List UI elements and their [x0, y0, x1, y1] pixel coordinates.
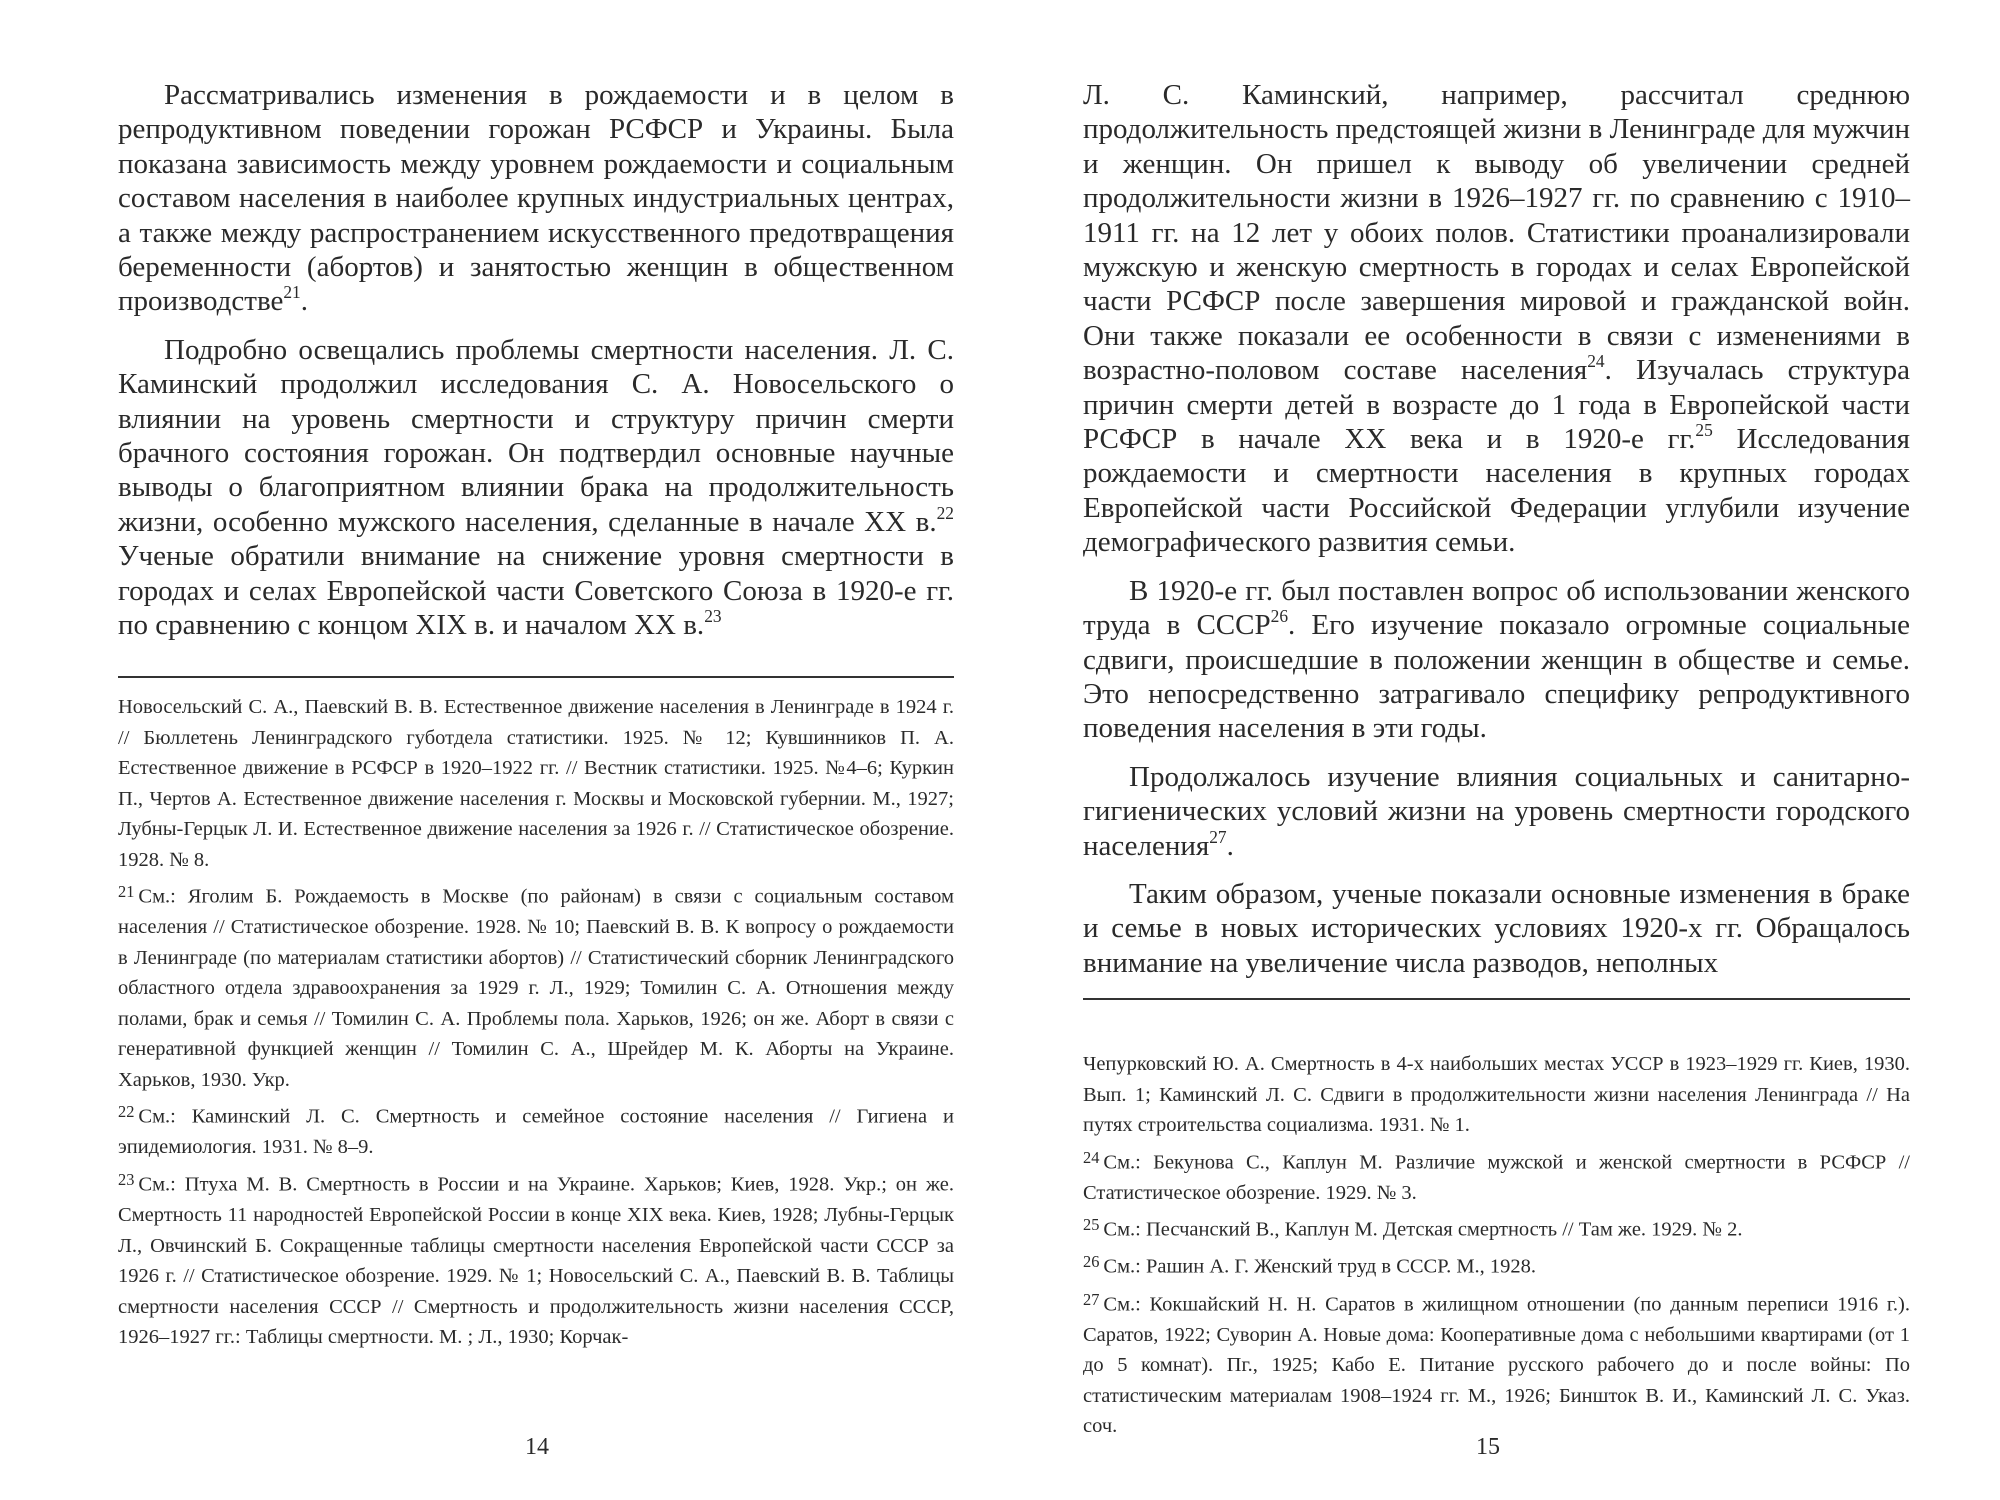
footnote-divider [118, 676, 954, 678]
footnote-text: Чепурковский Ю. А. Смертность в 4-х наибольших местах УССР в 1923–1929 гг. Киев, 1930. Вып. 1; Каминский Л. С. Сдвиги в продолжительности жизни населения Ленинграда // На путях строительства социализма. 1931. № 1. [1083, 1053, 1910, 1136]
page-number: 15 [1476, 1434, 1500, 1460]
footnote-text: См.: Каминский Л. С. Смертность и семейное состояние населения // Гигиена и эпидемиология. 1931. № 8–9. [118, 1105, 954, 1159]
paragraph [118, 333, 954, 643]
page-number: 14 [525, 1434, 549, 1460]
right-page [1000, 0, 2000, 1500]
footnote-number: 24 [1083, 1147, 1100, 1167]
paragraph-text: Исследования рождаемости и смертности населения в крупных городах Европейской части Российской Федерации углубили изучение демографического развития семьи. [1083, 423, 1910, 559]
paragraph-text: Таким образом, ученые показали основные изменения в браке и семье в новых исторических условиях 1920-х гг. Обращалось внимание на увеличение числа разводов, неполных [1083, 877, 1910, 979]
footnote-text: См.: Рашин А. Г. Женский труд в СССР. М., 1928. [1103, 1256, 1537, 1279]
footnote [1083, 1210, 1910, 1245]
footnote-text: См.: Бекунова С., Каплун М. Различие мужской и женской смертности в РСФСР // Статистическое обозрение. 1929. № 3. [1083, 1151, 1910, 1204]
footnote-number: 23 [118, 1169, 135, 1189]
paragraph-text: . [300, 285, 308, 318]
footnote [118, 1097, 954, 1163]
footnote [1083, 1285, 1910, 1442]
footnote-ref: 27 [1209, 826, 1227, 847]
paragraph [118, 78, 954, 319]
footnote [1083, 1049, 1910, 1141]
paragraph-text: Подробно освещались проблемы смертности населения. Л. С. Каминский продолжил исследования С. А. Новосельского о влиянии на уровень смертности и структуру причин смерти брачного состояния горожан. Он подтвердил основные научные выводы о благоприятном влиянии брака на продолжительность жизни, особенно мужского населения, сделанные в начале XX в. [118, 333, 954, 538]
main-text-block [118, 78, 954, 643]
footnote-text: См.: Кокшайский Н. Н. Саратов в жилищном отношении (по данным переписи 1916 г.). Саратов, 1922; Суворин А. Новые дома: Кооперативные дома с небольшими квартирами (от 1 до 5 комнат). Пг., 1925; Кабо Е. Питание русского рабочего до и после войны: По статистическим материалам 1908–1924 гг. М., 1926; Биншток В. И., Каминский Л. С. Указ. соч. [1083, 1293, 1910, 1438]
footnote-text: См.: Песчанский В., Каплун М. Детская смертность // Там же. 1929. № 2. [1103, 1218, 1743, 1241]
paragraph [1083, 877, 1910, 980]
footnote [118, 877, 954, 1095]
footnote-ref: 25 [1695, 419, 1713, 440]
footnote-divider [1083, 998, 1910, 1000]
paragraph-text: Ученые обратили внимание на снижение уровня смертности в городах и селах Европейской части Советского Союза в 1920-е гг. по сравнению с концом XIX в. и началом XX в. [118, 540, 954, 642]
footnote-ref: 22 [936, 502, 954, 523]
footnote [1083, 1143, 1910, 1209]
footnote-number: 21 [118, 882, 135, 901]
paragraph-text: Рассматривались изменения в рождаемости и в целом в репродуктивном поведении горожан РСФСР и Украины. Была показана зависимость между уровнем рождаемости и социальным составом населения в наиболее крупных индустриальных центрах, а также между распространением искусственного предотвращения беременности (абортов) и занятостью женщин в общественном производстве [118, 79, 954, 318]
footnote [1083, 1247, 1910, 1282]
main-text-block [1083, 78, 1910, 980]
footnote-ref: 26 [1270, 605, 1289, 626]
paragraph-text: Л. С. Каминский, например, рассчитал среднюю продолжительность предстоящей жизни в Ленинграде для мужчин и женщин. Он пришел к выводу об увеличении средней продолжительности жизни в 1926–1927 гг. по сравнению с 1910–1911 гг. на 12 лет у обоих полов. Статистики проанализировали мужскую и женскую смертность в городах и селах Европейской части РСФСР после завершения мировой и гражданской войн. Они также показали ее особенности в связи с изменениями в возрастно-половом составе населения [1083, 79, 1910, 387]
footnotes-block [1083, 1049, 1910, 1442]
footnote-ref: 24 [1587, 351, 1605, 372]
footnote-ref: 21 [283, 282, 301, 303]
paragraph [1083, 78, 1910, 560]
footnote-number: 26 [1083, 1252, 1100, 1272]
footnote-number: 27 [1083, 1289, 1100, 1309]
footnotes-block [118, 692, 954, 1353]
footnote-number: 25 [1083, 1215, 1100, 1235]
paragraph [1083, 760, 1910, 863]
paragraph-text: . Изучалась структура причин смерти детей в возрасте до 1 года в Европейской части РСФСР в начале XX века и в 1920-е гг. [1083, 354, 1911, 456]
paragraph [1083, 574, 1910, 746]
paragraph-text: Продолжалось изучение влияния социальных и санитарно-гигиенических условий жизни на уровень смертности городского населения [1083, 760, 1910, 862]
paragraph-text: В 1920-е гг. был поставлен вопрос об использовании женского труда в СССР [1083, 574, 1910, 642]
footnote-number: 22 [118, 1102, 135, 1122]
footnote-ref: 23 [704, 605, 722, 626]
footnote-text: См.: Птуха М. В. Смертность в России и на Украине. Харьков; Киев, 1928. Укр.; он же. Смертность 11 народностей Европейской России в конце XIX века. Киев, 1928; Лубны-Герцык Л., Овчинский Б. Сокращенные таблицы смертности населения Европейской части СССР за 1926 г. // Статистическое обозрение. 1929. № 1; Новосельский С. А., Паевский В. В. Таблицы смертности населения СССР // Смертность и продолжительность жизни населения СССР, 1926–1927 гг.: Таблицы смертности. М. ; Л., 1930; Корчак- [118, 1173, 954, 1349]
paragraph-text: . [1226, 829, 1234, 862]
footnote [118, 692, 954, 875]
footnote-text: См.: Яголим Б. Рождаемость в Москве (по районам) в связи с социальным составом населения // Статистическое обозрение. 1928. № 10; Паевский В. В. К вопросу о рождаемости в Ленинграде (по материалам статистики абортов) // Статистический сборник Ленинградского областного отдела здравоохранения за 1929 г. Л., 1929; Томилин С. А. Отношения между полами, брак и семья // Томилин С. А. Проблемы пола. Харьков, 1926; он же. Аборт в связи с генеративной функцией женщин // Томилин С. А., Шрейдер М. К. Аборты на Украине. Харьков, 1930. Укр. [118, 885, 954, 1091]
paragraph-text: . Его изучение показало огромные социальные сдвиги, происшедшие в положении женщин в обществе и семье. Это непосредственно затрагивало специфику репродуктивного поведения населения в эти годы. [1083, 609, 1910, 745]
footnote [118, 1165, 954, 1353]
footnote-text: Новосельский С. А., Паевский В. В. Естественное движение населения в Ленинграде в 1924 г. // Бюллетень Ленинградского губотдела статистики. 1925. № 12; Кувшинников П. А. Естественное движение в РСФСР в 1920–1922 гг. // Вестник статистики. 1925. №4–6; Куркин П., Чертов А. Естественное движение населения г. Москвы и Московской губернии. М., 1927; Лубны-Герцык Л. И. Естественное движение населения за 1926 г. // Статистическое обозрение. 1928. № 8. [118, 696, 954, 871]
